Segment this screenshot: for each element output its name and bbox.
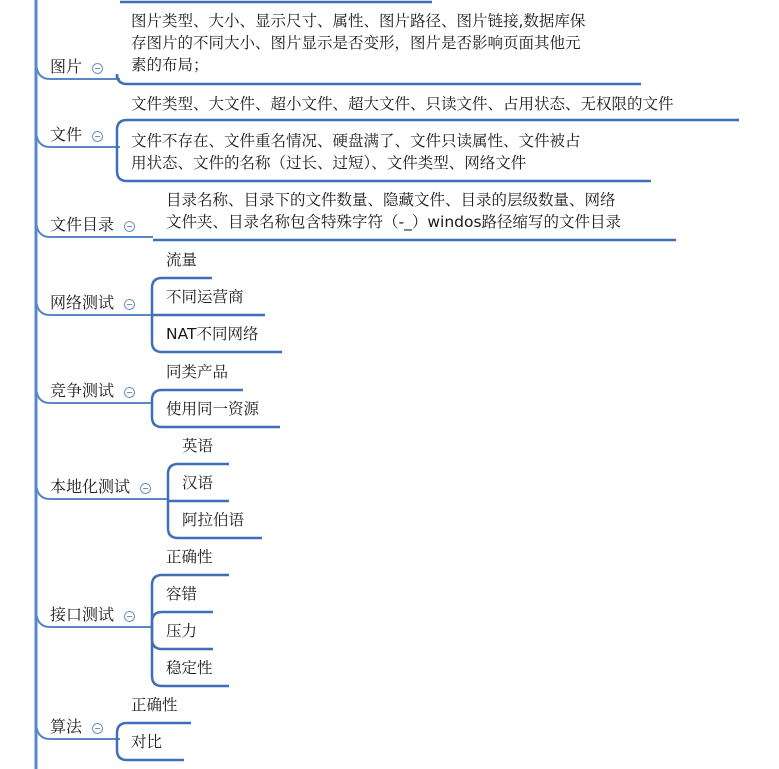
minus-circle-icon[interactable] (124, 387, 135, 398)
leaf-text[interactable]: 图片类型、大小、显示尺寸、属性、图片路径、图片链接,数据库保 (131, 12, 586, 30)
minus-circle-icon[interactable] (92, 63, 103, 74)
leaf-text[interactable]: 容错 (166, 585, 198, 603)
branch-label[interactable]: 文件目录 (50, 215, 115, 234)
leaf-text[interactable]: 素的布局； (131, 56, 209, 74)
minus-circle-icon[interactable] (124, 221, 135, 232)
branch-label[interactable]: 网络测试 (50, 293, 115, 312)
leaf-text[interactable]: 用状态、文件的名称（过长、过短）、文件类型、网络文件 (131, 154, 527, 172)
leaf-text[interactable]: 同类产品 (166, 363, 229, 381)
leaf-text[interactable]: 正确性 (166, 548, 213, 566)
branch-label[interactable]: 竞争测试 (50, 381, 115, 400)
leaf-text[interactable]: 目录名称、目录下的文件数量、隐藏文件、目录的层级数量、网络 (166, 191, 616, 209)
leaf-text[interactable]: NAT不同网络 (166, 325, 259, 343)
leaf-text[interactable]: 使用同一资源 (166, 400, 260, 418)
minus-circle-icon[interactable] (92, 131, 103, 142)
leaf-text[interactable]: 对比 (131, 733, 163, 751)
leaf-text[interactable]: 流量 (166, 251, 198, 269)
leaf-text[interactable]: 稳定性 (166, 659, 213, 677)
branch-label[interactable]: 接口测试 (50, 605, 115, 624)
leaf-text[interactable]: 压力 (166, 622, 198, 640)
minus-circle-icon[interactable] (92, 723, 103, 734)
leaf-text[interactable]: 正确性 (131, 696, 178, 714)
leaf-text[interactable]: 文件夹、目录名称包含特殊字符（-_）windos路径缩写的文件目录 (166, 213, 622, 231)
branch-label[interactable]: 图片 (50, 57, 83, 76)
minus-circle-icon[interactable] (124, 299, 135, 310)
leaf-text[interactable]: 阿拉伯语 (182, 511, 245, 529)
leaf-text[interactable]: 不同运营商 (166, 288, 244, 306)
leaf-text[interactable]: 文件类型、大文件、超小文件、超大文件、只读文件、占用状态、无权限的文件 (131, 95, 674, 113)
leaf-text[interactable]: 汉语 (182, 474, 214, 492)
branch-label[interactable]: 文件 (50, 125, 83, 144)
branch-label[interactable]: 算法 (50, 717, 83, 736)
minus-circle-icon[interactable] (140, 483, 151, 494)
branch-label[interactable]: 本地化测试 (50, 477, 131, 496)
leaf-text[interactable]: 存图片的不同大小、图片显示是否变形，图片是否影响页面其他元 (131, 34, 581, 52)
leaf-text[interactable]: 英语 (182, 437, 214, 455)
minus-circle-icon[interactable] (124, 611, 135, 622)
leaf-text[interactable]: 文件不存在、文件重名情况、硬盘满了、文件只读属性、文件被占 (131, 132, 581, 150)
